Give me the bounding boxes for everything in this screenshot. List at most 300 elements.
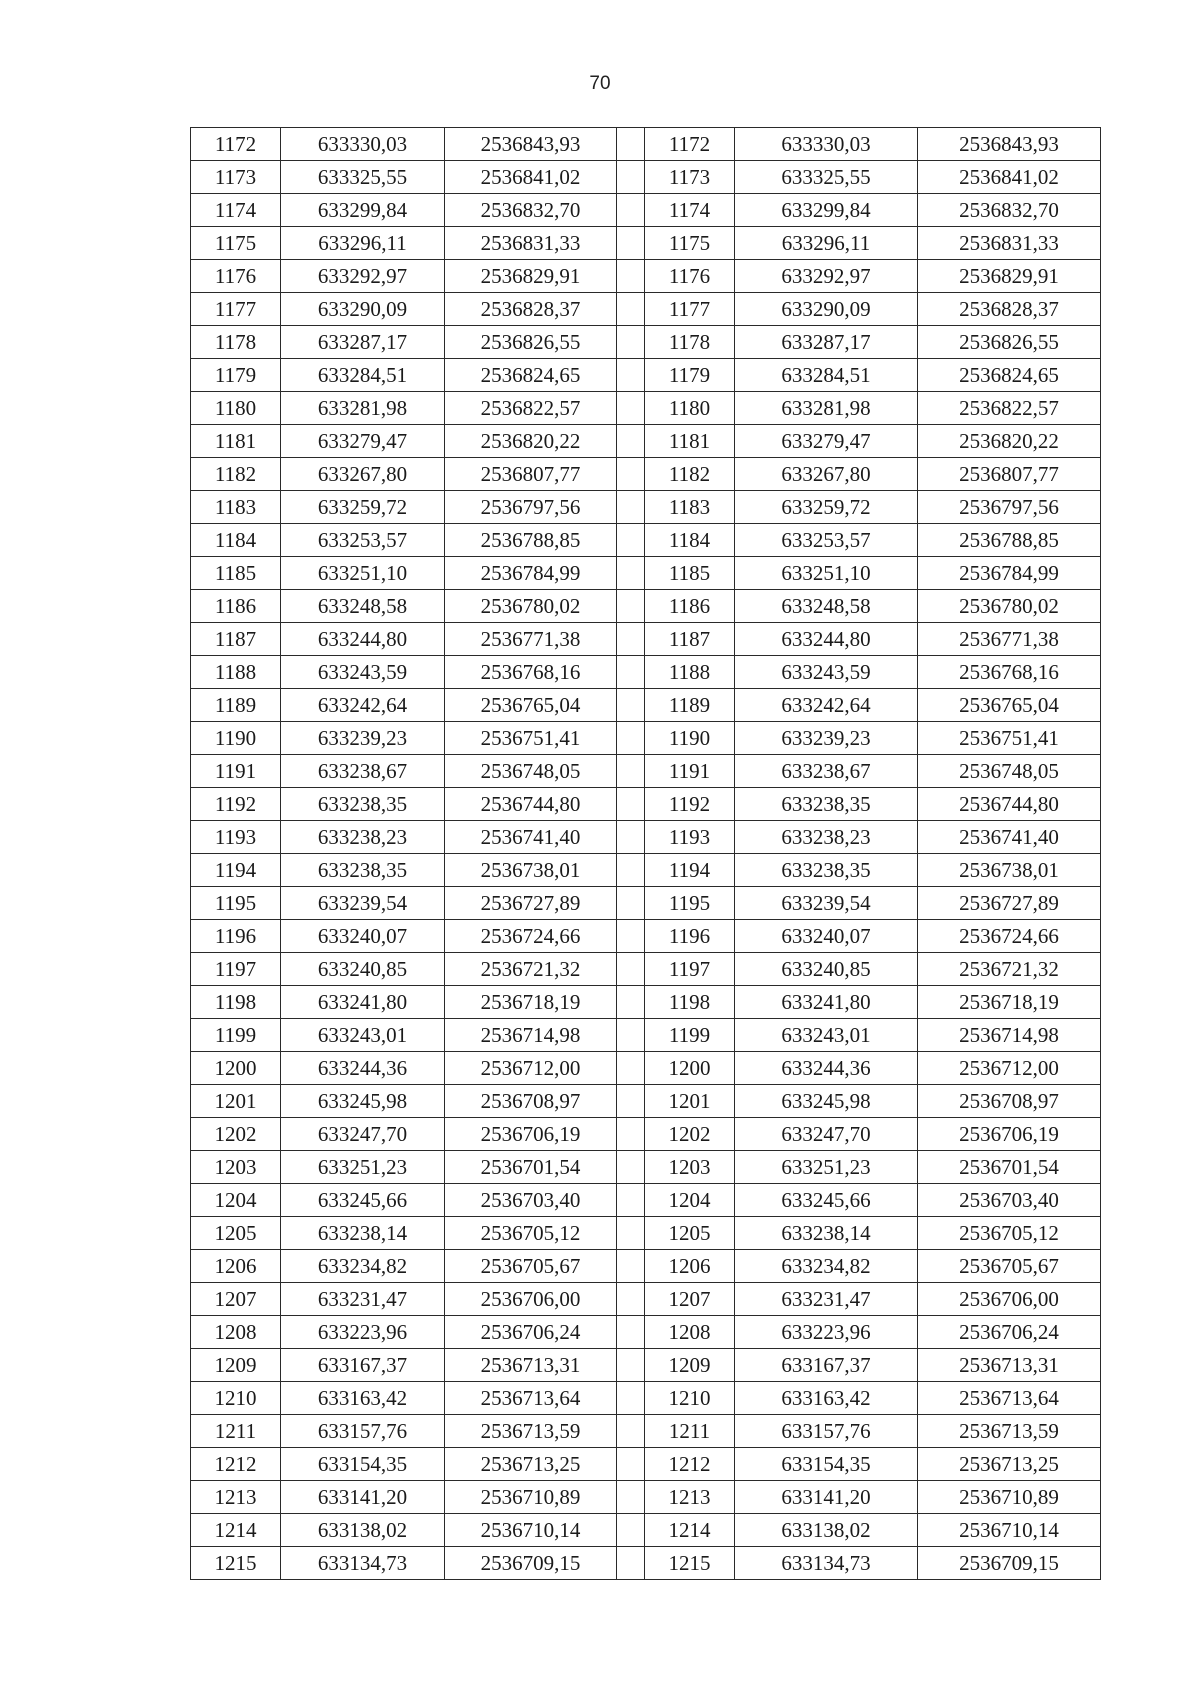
point-number-cell: 1177 [191, 293, 281, 326]
empty-cell [617, 524, 645, 557]
table-row [191, 1118, 1101, 1151]
x-coordinate-cell-right: 633240,07 [735, 920, 918, 953]
x-coordinate-cell-right: 633223,96 [735, 1316, 918, 1349]
y-coordinate-cell: 2536706,00 [445, 1283, 617, 1316]
table-row [191, 1481, 1101, 1514]
empty-cell [617, 788, 645, 821]
y-coordinate-cell-right: 2536841,02 [918, 161, 1101, 194]
empty-cell [617, 227, 645, 260]
point-number-cell: 1182 [191, 458, 281, 491]
x-coordinate-cell: 633245,66 [281, 1184, 445, 1217]
point-number-cell-right: 1182 [645, 458, 735, 491]
y-coordinate-cell-right: 2536771,38 [918, 623, 1101, 656]
y-coordinate-cell-right: 2536748,05 [918, 755, 1101, 788]
coordinates-table [190, 127, 1101, 1580]
x-coordinate-cell-right: 633247,70 [735, 1118, 918, 1151]
point-number-cell: 1184 [191, 524, 281, 557]
y-coordinate-cell-right: 2536828,37 [918, 293, 1101, 326]
empty-cell [617, 293, 645, 326]
empty-cell [617, 1349, 645, 1382]
x-coordinate-cell: 633251,23 [281, 1151, 445, 1184]
empty-cell [617, 986, 645, 1019]
y-coordinate-cell-right: 2536832,70 [918, 194, 1101, 227]
x-coordinate-cell-right: 633138,02 [735, 1514, 918, 1547]
x-coordinate-cell-right: 633238,35 [735, 854, 918, 887]
table-row [191, 1382, 1101, 1415]
y-coordinate-cell: 2536738,01 [445, 854, 617, 887]
table-row [191, 1415, 1101, 1448]
x-coordinate-cell-right: 633134,73 [735, 1547, 918, 1580]
y-coordinate-cell-right: 2536718,19 [918, 986, 1101, 1019]
y-coordinate-cell-right: 2536797,56 [918, 491, 1101, 524]
point-number-cell-right: 1192 [645, 788, 735, 821]
x-coordinate-cell-right: 633238,23 [735, 821, 918, 854]
empty-cell [617, 1316, 645, 1349]
point-number-cell: 1192 [191, 788, 281, 821]
x-coordinate-cell: 633243,01 [281, 1019, 445, 1052]
empty-cell [617, 656, 645, 689]
point-number-cell-right: 1205 [645, 1217, 735, 1250]
x-coordinate-cell: 633330,03 [281, 128, 445, 161]
y-coordinate-cell: 2536765,04 [445, 689, 617, 722]
y-coordinate-cell: 2536788,85 [445, 524, 617, 557]
empty-cell [617, 1415, 645, 1448]
table-row [191, 1448, 1101, 1481]
point-number-cell-right: 1215 [645, 1547, 735, 1580]
x-coordinate-cell: 633231,47 [281, 1283, 445, 1316]
x-coordinate-cell-right: 633154,35 [735, 1448, 918, 1481]
x-coordinate-cell: 633279,47 [281, 425, 445, 458]
x-coordinate-cell: 633238,23 [281, 821, 445, 854]
point-number-cell: 1201 [191, 1085, 281, 1118]
y-coordinate-cell-right: 2536768,16 [918, 656, 1101, 689]
x-coordinate-cell-right: 633253,57 [735, 524, 918, 557]
point-number-cell: 1181 [191, 425, 281, 458]
point-number-cell: 1188 [191, 656, 281, 689]
point-number-cell-right: 1212 [645, 1448, 735, 1481]
point-number-cell: 1193 [191, 821, 281, 854]
x-coordinate-cell: 633234,82 [281, 1250, 445, 1283]
y-coordinate-cell-right: 2536831,33 [918, 227, 1101, 260]
y-coordinate-cell-right: 2536807,77 [918, 458, 1101, 491]
empty-cell [617, 326, 645, 359]
x-coordinate-cell: 633248,58 [281, 590, 445, 623]
table-row [191, 227, 1101, 260]
point-number-cell: 1173 [191, 161, 281, 194]
empty-cell [617, 722, 645, 755]
table-row [191, 1514, 1101, 1547]
point-number-cell-right: 1189 [645, 689, 735, 722]
empty-cell [617, 194, 645, 227]
point-number-cell: 1183 [191, 491, 281, 524]
x-coordinate-cell-right: 633287,17 [735, 326, 918, 359]
y-coordinate-cell-right: 2536780,02 [918, 590, 1101, 623]
empty-cell [617, 623, 645, 656]
y-coordinate-cell: 2536807,77 [445, 458, 617, 491]
empty-cell [617, 392, 645, 425]
x-coordinate-cell-right: 633284,51 [735, 359, 918, 392]
y-coordinate-cell-right: 2536712,00 [918, 1052, 1101, 1085]
table-row [191, 524, 1101, 557]
empty-cell [617, 755, 645, 788]
empty-cell [617, 887, 645, 920]
y-coordinate-cell-right: 2536765,04 [918, 689, 1101, 722]
point-number-cell-right: 1172 [645, 128, 735, 161]
y-coordinate-cell-right: 2536710,14 [918, 1514, 1101, 1547]
y-coordinate-cell: 2536780,02 [445, 590, 617, 623]
x-coordinate-cell-right: 633163,42 [735, 1382, 918, 1415]
y-coordinate-cell-right: 2536713,25 [918, 1448, 1101, 1481]
x-coordinate-cell: 633242,64 [281, 689, 445, 722]
x-coordinate-cell: 633141,20 [281, 1481, 445, 1514]
y-coordinate-cell: 2536829,91 [445, 260, 617, 293]
x-coordinate-cell: 633239,54 [281, 887, 445, 920]
point-number-cell: 1214 [191, 1514, 281, 1547]
y-coordinate-cell: 2536797,56 [445, 491, 617, 524]
x-coordinate-cell: 633134,73 [281, 1547, 445, 1580]
x-coordinate-cell: 633238,67 [281, 755, 445, 788]
y-coordinate-cell-right: 2536824,65 [918, 359, 1101, 392]
point-number-cell-right: 1195 [645, 887, 735, 920]
point-number-cell-right: 1198 [645, 986, 735, 1019]
y-coordinate-cell-right: 2536710,89 [918, 1481, 1101, 1514]
point-number-cell: 1180 [191, 392, 281, 425]
empty-cell [617, 821, 645, 854]
x-coordinate-cell-right: 633281,98 [735, 392, 918, 425]
point-number-cell: 1174 [191, 194, 281, 227]
y-coordinate-cell: 2536712,00 [445, 1052, 617, 1085]
table-row [191, 821, 1101, 854]
x-coordinate-cell: 633244,80 [281, 623, 445, 656]
empty-cell [617, 161, 645, 194]
x-coordinate-cell: 633251,10 [281, 557, 445, 590]
x-coordinate-cell-right: 633251,10 [735, 557, 918, 590]
point-number-cell: 1197 [191, 953, 281, 986]
point-number-cell: 1206 [191, 1250, 281, 1283]
y-coordinate-cell: 2536822,57 [445, 392, 617, 425]
table-row [191, 1217, 1101, 1250]
y-coordinate-cell: 2536701,54 [445, 1151, 617, 1184]
point-number-cell: 1179 [191, 359, 281, 392]
x-coordinate-cell-right: 633245,66 [735, 1184, 918, 1217]
x-coordinate-cell: 633163,42 [281, 1382, 445, 1415]
x-coordinate-cell: 633287,17 [281, 326, 445, 359]
point-number-cell-right: 1201 [645, 1085, 735, 1118]
empty-cell [617, 689, 645, 722]
point-number-cell: 1211 [191, 1415, 281, 1448]
point-number-cell: 1204 [191, 1184, 281, 1217]
point-number-cell-right: 1181 [645, 425, 735, 458]
y-coordinate-cell-right: 2536713,59 [918, 1415, 1101, 1448]
y-coordinate-cell-right: 2536713,31 [918, 1349, 1101, 1382]
empty-cell [617, 1547, 645, 1580]
y-coordinate-cell-right: 2536829,91 [918, 260, 1101, 293]
point-number-cell: 1191 [191, 755, 281, 788]
point-number-cell-right: 1197 [645, 953, 735, 986]
y-coordinate-cell: 2536708,97 [445, 1085, 617, 1118]
point-number-cell-right: 1185 [645, 557, 735, 590]
y-coordinate-cell-right: 2536784,99 [918, 557, 1101, 590]
table-row [191, 1283, 1101, 1316]
table-row [191, 788, 1101, 821]
table-row [191, 458, 1101, 491]
point-number-cell-right: 1174 [645, 194, 735, 227]
empty-cell [617, 1052, 645, 1085]
table-row [191, 689, 1101, 722]
y-coordinate-cell-right: 2536727,89 [918, 887, 1101, 920]
point-number-cell-right: 1187 [645, 623, 735, 656]
y-coordinate-cell-right: 2536822,57 [918, 392, 1101, 425]
point-number-cell-right: 1184 [645, 524, 735, 557]
point-number-cell-right: 1186 [645, 590, 735, 623]
x-coordinate-cell: 633223,96 [281, 1316, 445, 1349]
table-row [191, 722, 1101, 755]
x-coordinate-cell: 633240,07 [281, 920, 445, 953]
y-coordinate-cell: 2536727,89 [445, 887, 617, 920]
table-row [191, 887, 1101, 920]
table-row [191, 623, 1101, 656]
x-coordinate-cell: 633240,85 [281, 953, 445, 986]
y-coordinate-cell: 2536713,25 [445, 1448, 617, 1481]
x-coordinate-cell-right: 633241,80 [735, 986, 918, 1019]
table-row [191, 194, 1101, 227]
x-coordinate-cell-right: 633248,58 [735, 590, 918, 623]
x-coordinate-cell: 633290,09 [281, 293, 445, 326]
point-number-cell: 1210 [191, 1382, 281, 1415]
table-row [191, 986, 1101, 1019]
empty-cell [617, 1019, 645, 1052]
empty-cell [617, 1514, 645, 1547]
y-coordinate-cell: 2536724,66 [445, 920, 617, 953]
table-row [191, 854, 1101, 887]
y-coordinate-cell-right: 2536705,12 [918, 1217, 1101, 1250]
point-number-cell-right: 1207 [645, 1283, 735, 1316]
y-coordinate-cell-right: 2536708,97 [918, 1085, 1101, 1118]
point-number-cell-right: 1183 [645, 491, 735, 524]
y-coordinate-cell: 2536841,02 [445, 161, 617, 194]
x-coordinate-cell-right: 633259,72 [735, 491, 918, 524]
point-number-cell-right: 1177 [645, 293, 735, 326]
point-number-cell-right: 1203 [645, 1151, 735, 1184]
x-coordinate-cell-right: 633167,37 [735, 1349, 918, 1382]
coordinates-table-body [191, 128, 1101, 1580]
y-coordinate-cell-right: 2536843,93 [918, 128, 1101, 161]
point-number-cell-right: 1202 [645, 1118, 735, 1151]
table-row [191, 1250, 1101, 1283]
x-coordinate-cell: 633243,59 [281, 656, 445, 689]
empty-cell [617, 1151, 645, 1184]
table-row [191, 1547, 1101, 1580]
point-number-cell-right: 1180 [645, 392, 735, 425]
x-coordinate-cell: 633167,37 [281, 1349, 445, 1382]
point-number-cell-right: 1179 [645, 359, 735, 392]
y-coordinate-cell-right: 2536706,19 [918, 1118, 1101, 1151]
empty-cell [617, 1283, 645, 1316]
x-coordinate-cell-right: 633243,59 [735, 656, 918, 689]
x-coordinate-cell: 633247,70 [281, 1118, 445, 1151]
point-number-cell-right: 1196 [645, 920, 735, 953]
point-number-cell: 1205 [191, 1217, 281, 1250]
x-coordinate-cell: 633157,76 [281, 1415, 445, 1448]
y-coordinate-cell-right: 2536703,40 [918, 1184, 1101, 1217]
y-coordinate-cell: 2536713,59 [445, 1415, 617, 1448]
y-coordinate-cell: 2536706,19 [445, 1118, 617, 1151]
x-coordinate-cell-right: 633242,64 [735, 689, 918, 722]
x-coordinate-cell-right: 633234,82 [735, 1250, 918, 1283]
x-coordinate-cell: 633292,97 [281, 260, 445, 293]
x-coordinate-cell: 633281,98 [281, 392, 445, 425]
point-number-cell-right: 1193 [645, 821, 735, 854]
table-row [191, 161, 1101, 194]
x-coordinate-cell: 633284,51 [281, 359, 445, 392]
y-coordinate-cell-right: 2536788,85 [918, 524, 1101, 557]
x-coordinate-cell-right: 633267,80 [735, 458, 918, 491]
point-number-cell: 1207 [191, 1283, 281, 1316]
x-coordinate-cell: 633245,98 [281, 1085, 445, 1118]
empty-cell [617, 1217, 645, 1250]
table-row [191, 128, 1101, 161]
x-coordinate-cell: 633238,14 [281, 1217, 445, 1250]
y-coordinate-cell-right: 2536724,66 [918, 920, 1101, 953]
point-number-cell-right: 1176 [645, 260, 735, 293]
empty-cell [617, 1118, 645, 1151]
x-coordinate-cell-right: 633244,36 [735, 1052, 918, 1085]
table-row [191, 359, 1101, 392]
empty-cell [617, 1448, 645, 1481]
table-row [191, 590, 1101, 623]
table-row [191, 920, 1101, 953]
point-number-cell: 1203 [191, 1151, 281, 1184]
x-coordinate-cell-right: 633157,76 [735, 1415, 918, 1448]
x-coordinate-cell: 633238,35 [281, 854, 445, 887]
x-coordinate-cell: 633259,72 [281, 491, 445, 524]
empty-cell [617, 920, 645, 953]
point-number-cell: 1172 [191, 128, 281, 161]
y-coordinate-cell-right: 2536713,64 [918, 1382, 1101, 1415]
table-row [191, 755, 1101, 788]
x-coordinate-cell: 633267,80 [281, 458, 445, 491]
point-number-cell-right: 1175 [645, 227, 735, 260]
x-coordinate-cell: 633325,55 [281, 161, 445, 194]
y-coordinate-cell: 2536771,38 [445, 623, 617, 656]
y-coordinate-cell-right: 2536709,15 [918, 1547, 1101, 1580]
point-number-cell: 1194 [191, 854, 281, 887]
point-number-cell-right: 1173 [645, 161, 735, 194]
point-number-cell: 1209 [191, 1349, 281, 1382]
point-number-cell-right: 1200 [645, 1052, 735, 1085]
x-coordinate-cell-right: 633240,85 [735, 953, 918, 986]
table-row [191, 293, 1101, 326]
y-coordinate-cell-right: 2536706,00 [918, 1283, 1101, 1316]
table-row [191, 1184, 1101, 1217]
x-coordinate-cell-right: 633238,35 [735, 788, 918, 821]
y-coordinate-cell: 2536826,55 [445, 326, 617, 359]
empty-cell [617, 557, 645, 590]
empty-cell [617, 458, 645, 491]
point-number-cell: 1202 [191, 1118, 281, 1151]
point-number-cell: 1196 [191, 920, 281, 953]
point-number-cell-right: 1204 [645, 1184, 735, 1217]
table-row [191, 491, 1101, 524]
y-coordinate-cell-right: 2536820,22 [918, 425, 1101, 458]
x-coordinate-cell-right: 633299,84 [735, 194, 918, 227]
x-coordinate-cell-right: 633245,98 [735, 1085, 918, 1118]
point-number-cell: 1190 [191, 722, 281, 755]
x-coordinate-cell-right: 633330,03 [735, 128, 918, 161]
empty-cell [617, 590, 645, 623]
x-coordinate-cell-right: 633243,01 [735, 1019, 918, 1052]
point-number-cell: 1176 [191, 260, 281, 293]
y-coordinate-cell: 2536768,16 [445, 656, 617, 689]
y-coordinate-cell: 2536828,37 [445, 293, 617, 326]
point-number-cell-right: 1208 [645, 1316, 735, 1349]
point-number-cell-right: 1194 [645, 854, 735, 887]
empty-cell [617, 953, 645, 986]
point-number-cell-right: 1214 [645, 1514, 735, 1547]
y-coordinate-cell: 2536748,05 [445, 755, 617, 788]
y-coordinate-cell: 2536705,67 [445, 1250, 617, 1283]
point-number-cell: 1186 [191, 590, 281, 623]
table-row [191, 1316, 1101, 1349]
x-coordinate-cell: 633239,23 [281, 722, 445, 755]
point-number-cell-right: 1206 [645, 1250, 735, 1283]
table-row [191, 425, 1101, 458]
y-coordinate-cell: 2536710,14 [445, 1514, 617, 1547]
x-coordinate-cell-right: 633296,11 [735, 227, 918, 260]
table-row [191, 557, 1101, 590]
point-number-cell: 1175 [191, 227, 281, 260]
point-number-cell-right: 1211 [645, 1415, 735, 1448]
y-coordinate-cell: 2536713,31 [445, 1349, 617, 1382]
y-coordinate-cell: 2536744,80 [445, 788, 617, 821]
empty-cell [617, 1184, 645, 1217]
y-coordinate-cell-right: 2536701,54 [918, 1151, 1101, 1184]
x-coordinate-cell-right: 633279,47 [735, 425, 918, 458]
y-coordinate-cell: 2536824,65 [445, 359, 617, 392]
y-coordinate-cell: 2536703,40 [445, 1184, 617, 1217]
point-number-cell-right: 1178 [645, 326, 735, 359]
y-coordinate-cell-right: 2536706,24 [918, 1316, 1101, 1349]
y-coordinate-cell: 2536705,12 [445, 1217, 617, 1250]
point-number-cell-right: 1188 [645, 656, 735, 689]
point-number-cell-right: 1190 [645, 722, 735, 755]
point-number-cell: 1178 [191, 326, 281, 359]
empty-cell [617, 359, 645, 392]
table-row [191, 1151, 1101, 1184]
x-coordinate-cell-right: 633231,47 [735, 1283, 918, 1316]
y-coordinate-cell: 2536751,41 [445, 722, 617, 755]
x-coordinate-cell: 633296,11 [281, 227, 445, 260]
y-coordinate-cell: 2536713,64 [445, 1382, 617, 1415]
y-coordinate-cell: 2536741,40 [445, 821, 617, 854]
table-row [191, 656, 1101, 689]
point-number-cell: 1213 [191, 1481, 281, 1514]
y-coordinate-cell-right: 2536714,98 [918, 1019, 1101, 1052]
point-number-cell-right: 1209 [645, 1349, 735, 1382]
table-row [191, 326, 1101, 359]
x-coordinate-cell-right: 633251,23 [735, 1151, 918, 1184]
point-number-cell: 1195 [191, 887, 281, 920]
y-coordinate-cell: 2536718,19 [445, 986, 617, 1019]
table-row [191, 1019, 1101, 1052]
y-coordinate-cell-right: 2536738,01 [918, 854, 1101, 887]
y-coordinate-cell: 2536710,89 [445, 1481, 617, 1514]
y-coordinate-cell: 2536721,32 [445, 953, 617, 986]
point-number-cell-right: 1210 [645, 1382, 735, 1415]
point-number-cell: 1215 [191, 1547, 281, 1580]
empty-cell [617, 260, 645, 293]
point-number-cell: 1212 [191, 1448, 281, 1481]
